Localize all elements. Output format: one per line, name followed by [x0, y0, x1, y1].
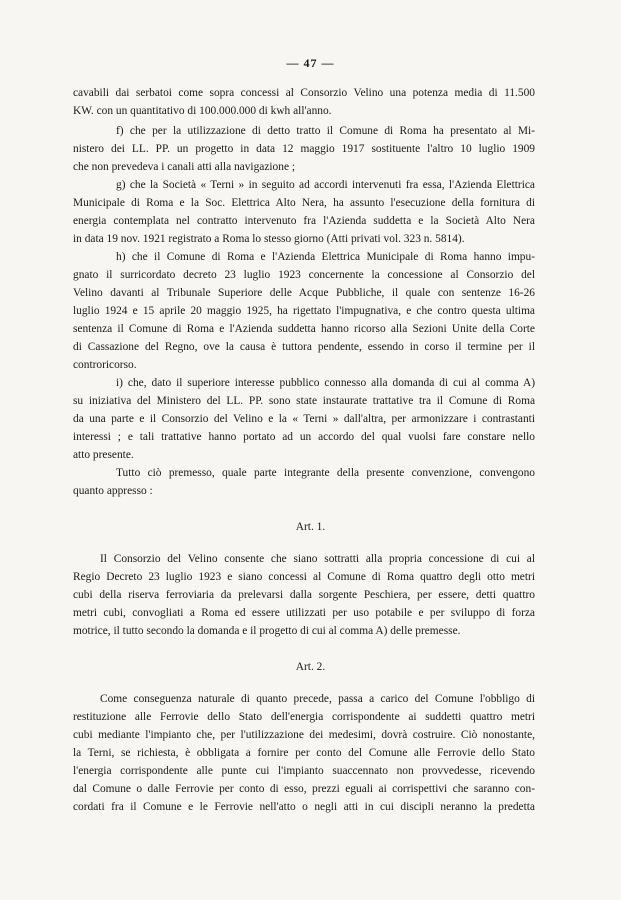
text-line: Il Consorzio del Velino consente che siano sottratti alla propria concessione di cui al [100, 553, 535, 565]
text-line: controricorso. [73, 359, 137, 371]
text-line: su iniziativa del Ministero del LL. PP. sono state instaurate trattative tra il Comune di Roma [73, 395, 535, 407]
text-line: f) che per la utilizzazione di detto tratto il Comune di Roma ha presentato al Mi- [116, 125, 535, 137]
text-line: gnato il surricordato decreto 23 luglio 1923 concernente la concessione al Consorzio del [73, 269, 535, 281]
text-line: l'energia corrispondente alle punte cui l'impianto suaccennato non provvedesse, ricevendo [73, 765, 535, 777]
article-heading: Art. 2. [295, 661, 326, 673]
text-line: quanto appresso : [73, 485, 153, 497]
text-line: da una parte e il Consorzio del Velino e la « Terni » dall'altra, per armonizzare i contrastanti [73, 413, 535, 425]
text-line: Come conseguenza naturale di quanto precede, passa a carico del Comune l'obbligo di [100, 693, 535, 705]
text-line: KW. con un quantitativo di 100.000.000 di kwh all'anno. [73, 105, 332, 117]
text-line: in data 19 nov. 1921 registrato a Roma lo stesso giorno (Atti privati vol. 323 n. 5814). [73, 233, 465, 245]
text-line: sentenza il Comune di Roma e l'Azienda suddetta hanno ricorso alla Sezioni Unite della Corte [73, 323, 535, 335]
text-line: Velino davanti al Tribunale Superiore delle Acque Pubbliche, il quale con sentenze 16-26 [73, 287, 535, 299]
text-line: cubi della riserva ferroviaria da prelevarsi dalla sorgente Peschiera, per essere, detti quattro [73, 589, 535, 601]
text-line: Municipale di Roma e la Soc. Elettrica Alto Nera, ha assunto l'esecuzione della fornitura di [73, 197, 535, 209]
text-line: g) che la Società « Terni » in seguito ad accordi intervenuti fra essa, l'Azienda Elettrica [116, 179, 535, 191]
article-heading: Art. 1. [295, 521, 326, 533]
text-line: la Terni, se richiesta, è obbligata a fornire per conto del Comune alle Ferrovie dello Stato [73, 747, 535, 759]
text-line: cavabili dai serbatoi come sopra concessi al Consorzio Velino una potenza media di 11.500 [73, 87, 535, 99]
text-line: dal Comune o dalle Ferrovie per conto di esso, prezzi eguali ai corrispettivi che saranno con- [73, 783, 535, 795]
text-line: motrice, il tutto secondo la domanda e il progetto di cui al comma A) delle premesse. [73, 625, 461, 637]
text-line: interessi ; e tali trattative hanno portato ad un accordo del qual vuolsi fare constare nello [73, 431, 535, 443]
text-line: restituzione alle Ferrovie dello Stato dell'energia corrispondente ai suddetti quattro metri [73, 711, 535, 723]
text-line: Regio Decreto 23 luglio 1923 e siano concessi al Comune di Roma quattro degli otto metri [73, 571, 535, 583]
page-number: — 47 — [286, 56, 335, 70]
text-line: metri cubi, convogliati a Roma ed essere utilizzati per uso potabile e per sviluppo di forza [73, 607, 535, 619]
text-line: i) che, dato il superiore interesse pubblico connesso alla domanda di cui al comma A) [116, 377, 535, 389]
text-line: Tutto ciò premesso, quale parte integrante della presente convenzione, convengono [116, 467, 535, 479]
text-line: cubi mediante l'impianto che, per l'utilizzazione dei medesimi, dovrà costruire. Ciò nonostante, [73, 729, 535, 741]
text-line: energia contemplata nel contratto intervenuto fra l'Azienda suddetta e la Società Alto Nera [73, 215, 535, 227]
text-line: nistero dei LL. PP. un progetto in data 12 maggio 1917 sostituente l'altro 10 luglio 1909 [73, 143, 535, 155]
text-line: h) che il Comune di Roma e l'Azienda Elettrica Municipale di Roma hanno impu- [116, 251, 535, 263]
text-line: che non prevedeva i canali atti alla navigazione ; [73, 161, 296, 173]
text-line: cordati fra il Comune e le Ferrovie nell'atto o negli atti in cui discipli neranno la predetta [73, 801, 535, 813]
text-line: atto presente. [73, 449, 134, 461]
text-line: di Cassazione del Regno, ove la causa è tuttora pendente, essendo in corso il termine per il [73, 341, 535, 353]
text-line: luglio 1924 e 15 aprile 20 maggio 1925, ha rigettato l'impugnativa, e che contro questa ultima [73, 305, 535, 317]
